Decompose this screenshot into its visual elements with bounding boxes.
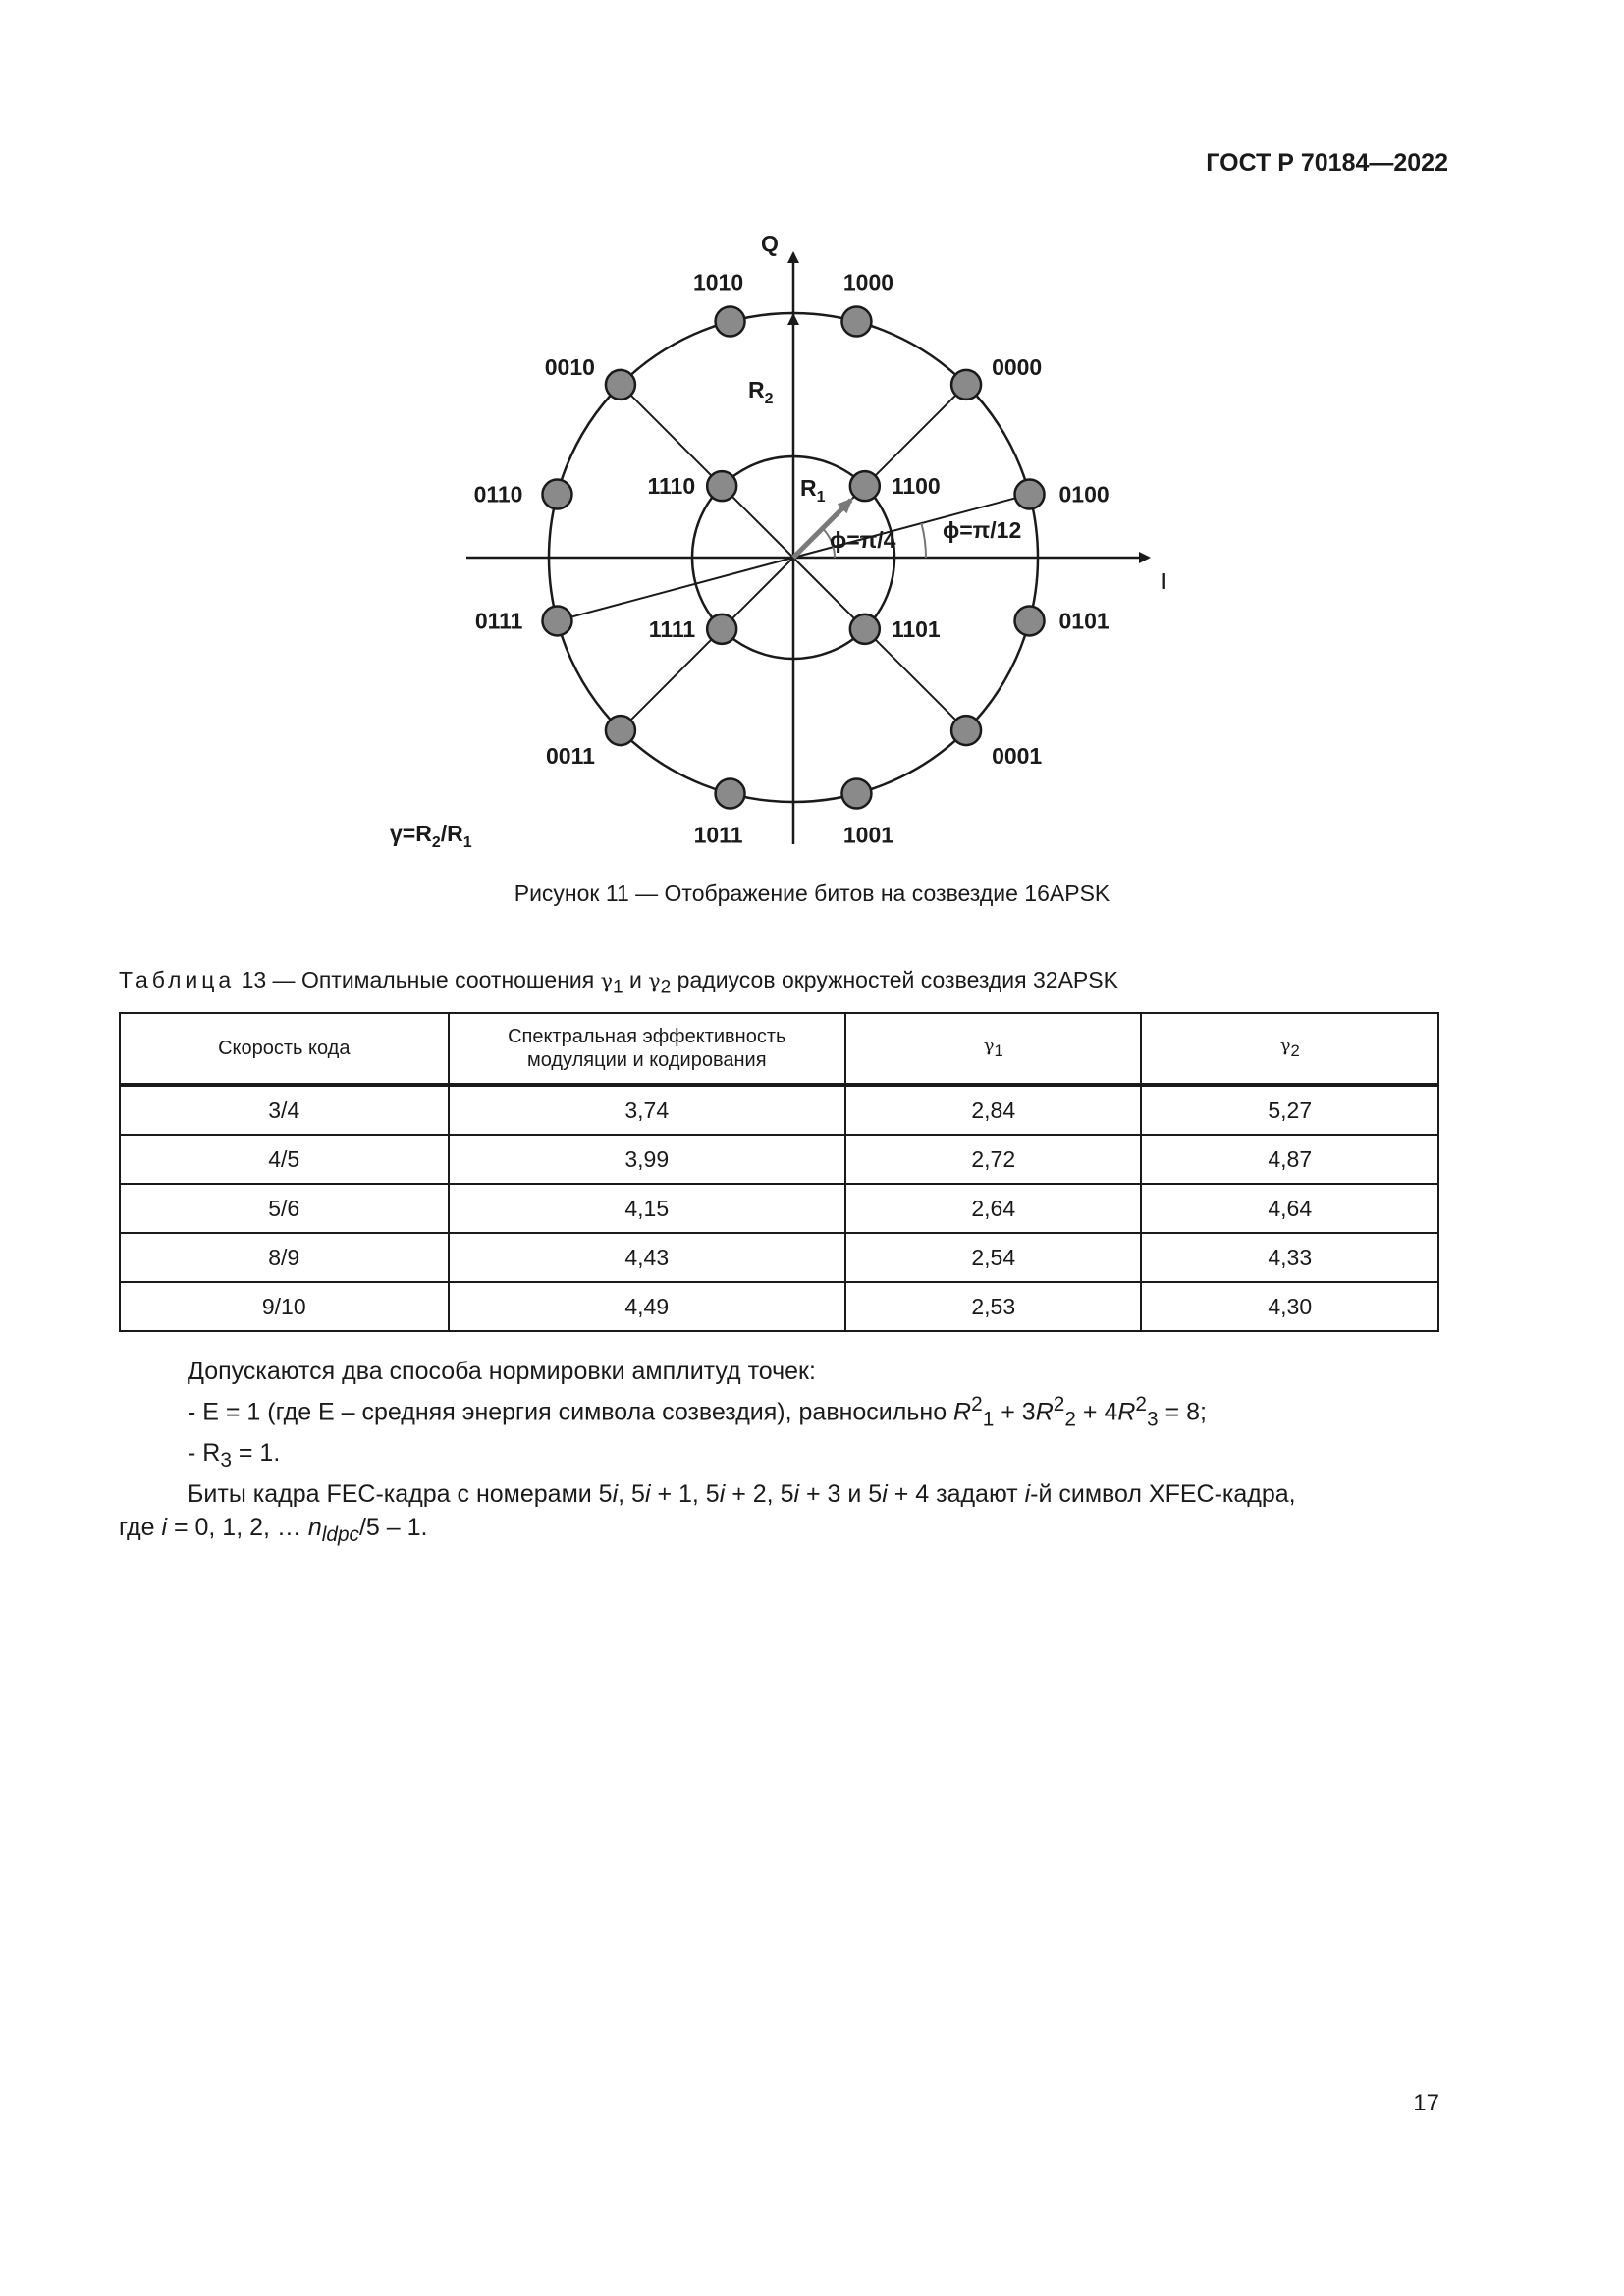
outer-radial-line <box>865 629 966 730</box>
cell-rate: 9/10 <box>120 1282 449 1331</box>
cell-gamma1: 2,54 <box>845 1233 1141 1282</box>
bit-label: 0011 <box>546 743 595 770</box>
cell-rate: 8/9 <box>120 1233 449 1282</box>
cell-rate: 5/6 <box>120 1184 449 1233</box>
cell-gamma1: 2,72 <box>845 1135 1141 1184</box>
cell-rate: 4/5 <box>120 1135 449 1184</box>
cell-gamma2: 4,64 <box>1141 1184 1438 1233</box>
outer-constellation-point <box>542 480 571 509</box>
outer-constellation-point <box>841 306 871 336</box>
cell-gamma2: 4,30 <box>1141 1282 1438 1331</box>
table-row <box>120 1184 1438 1233</box>
table-caption: Таблица 13 — Оптимальные соотношения $\gamma_1$ и $\gamma_2$ радиусов окружностей созвездия 32APSK <box>119 967 1118 998</box>
table-row <box>120 1135 1438 1184</box>
outer-constellation-point <box>1015 606 1045 635</box>
inner-constellation-point <box>707 614 736 644</box>
angle-reference-line <box>557 558 793 620</box>
cell-efficiency: 3,99 <box>449 1135 845 1184</box>
gamma-formula: $\gamma=R_2/R_1$ <box>390 821 472 851</box>
cell-efficiency: 4,43 <box>449 1233 845 1282</box>
bit-label: 0010 <box>544 353 595 380</box>
bit-label: 1111 <box>648 615 696 642</box>
document-id: ГОСТ Р 70184—2022 <box>1206 149 1448 177</box>
bit-label: 1110 <box>647 473 696 500</box>
outer-angle-arc <box>921 523 926 558</box>
table-row <box>120 1085 1438 1135</box>
inner-constellation-point <box>850 614 880 644</box>
bit-label: 1011 <box>693 822 743 848</box>
outer-constellation-point <box>606 370 635 400</box>
outer-angle-label: ϕ=π/12 <box>943 517 1022 543</box>
bit-label: 0001 <box>992 743 1043 770</box>
bit-label: 0111 <box>474 608 523 634</box>
header-gamma2: $\gamma_2$ <box>1141 1013 1438 1085</box>
bit-label: 0110 <box>473 481 523 507</box>
gamma-ratio-table <box>119 1012 1439 1332</box>
outer-constellation-point <box>606 716 635 745</box>
header-gamma1: $\gamma_1$ <box>845 1013 1141 1085</box>
bit-label: 1001 <box>842 822 894 848</box>
cell-efficiency: 3,74 <box>449 1085 845 1135</box>
header-spectral-efficiency: Спектральная эффективность модуляции и кодирования <box>449 1013 845 1085</box>
cell-efficiency: 4,15 <box>449 1184 845 1233</box>
bit-label: 1100 <box>891 473 941 500</box>
cell-gamma2: 5,27 <box>1141 1085 1438 1135</box>
outer-constellation-point <box>716 779 745 809</box>
cell-efficiency: 4,49 <box>449 1282 845 1331</box>
header-code-rate: Скорость кода <box>120 1013 449 1085</box>
cell-gamma2: 4,87 <box>1141 1135 1438 1184</box>
paragraph-fec-bits: Биты кадра FEC-кадра с номерами 5i, 5i + 1, 5i + 2, 5i + 3 и 5i + 4 задают i-й символ XFEC-кадра, <box>188 1480 1296 1509</box>
constellation-diagram <box>0 0 1624 874</box>
outer-constellation-point <box>951 370 981 400</box>
paragraph-r3: - $R_3 = 1$. <box>188 1439 281 1472</box>
i-axis-label: I <box>1161 568 1167 594</box>
bit-label: 1010 <box>692 269 744 295</box>
paragraph-energy: - E = 1 (где E – средняя энергия символа созвездия), равносильно $R^2_1 + 3R^2_2 + 4R^2_3 = 8$; <box>188 1393 1207 1431</box>
r2-label: $R_2$ <box>748 377 774 407</box>
outer-constellation-point <box>841 779 871 809</box>
r1-label: $R_1$ <box>800 475 826 506</box>
cell-rate: 3/4 <box>120 1085 449 1135</box>
bit-label: 1101 <box>891 615 941 642</box>
outer-constellation-point <box>1015 480 1045 509</box>
cell-gamma1: 2,64 <box>845 1184 1141 1233</box>
paragraph-normalization: Допускаются два способа нормировки амплитуд точек: <box>188 1358 816 1385</box>
cell-gamma1: 2,53 <box>845 1282 1141 1331</box>
cell-gamma1: 2,84 <box>845 1085 1141 1135</box>
inner-constellation-point <box>707 471 736 501</box>
q-axis-label: Q <box>761 231 779 256</box>
outer-constellation-point <box>716 306 745 336</box>
paragraph-index-range: где i = 0, 1, 2, … $n_{ldpc}/5 - 1$. <box>119 1514 428 1547</box>
bit-label: 0101 <box>1058 608 1110 634</box>
outer-radial-line <box>621 629 722 730</box>
inner-angle-label: ϕ=π/4 <box>830 527 896 553</box>
outer-radial-line <box>621 385 722 486</box>
table-row <box>120 1282 1438 1331</box>
table-row <box>120 1233 1438 1282</box>
outer-constellation-point <box>542 606 571 635</box>
bit-label: 0100 <box>1058 481 1110 507</box>
outer-radial-line <box>865 385 966 486</box>
table-header-row <box>120 1013 1438 1085</box>
page-number: 17 <box>1413 2090 1439 2116</box>
outer-constellation-point <box>951 716 981 745</box>
figure-caption: Рисунок 11 — Отображение битов на созвездие 16APSK <box>514 881 1110 906</box>
body-text <box>119 1355 1439 1552</box>
bit-label: 1000 <box>842 269 894 295</box>
bit-label: 0000 <box>992 353 1043 380</box>
cell-gamma2: 4,33 <box>1141 1233 1438 1282</box>
inner-constellation-point <box>850 471 880 501</box>
